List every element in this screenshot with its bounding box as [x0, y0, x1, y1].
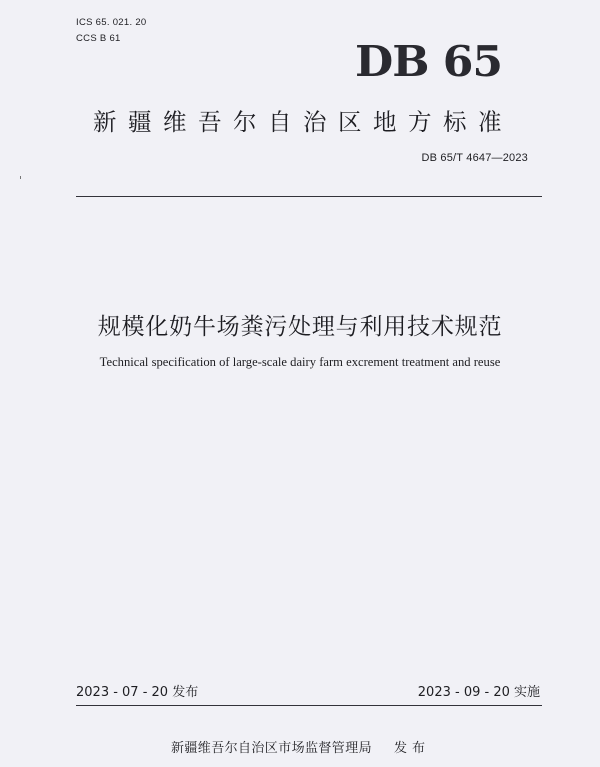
bottom-divider: [76, 705, 542, 706]
issuer-action: 发 布: [394, 741, 426, 756]
scan-mark: [20, 176, 21, 179]
standard-number: DB 65/T 4647—2023: [421, 152, 528, 164]
ccs-code: CCS B 61: [76, 33, 121, 44]
issuer-name: 新疆维吾尔自治区市场监督管理局: [171, 741, 373, 756]
title-english: Technical specification of large-scale dairy farm excrement treatment and reuse: [99, 355, 501, 369]
ics-code: ICS 65. 021. 20: [76, 17, 147, 28]
standard-type: 新疆维吾尔自治区地方标准: [93, 108, 513, 136]
top-divider: [76, 196, 542, 197]
implement-date: 2023 - 09 - 20 实施: [417, 685, 540, 700]
publish-date: 2023 - 07 - 20 发布: [76, 685, 199, 700]
db-logo: DB 65: [355, 37, 502, 86]
title-chinese: 规模化奶牛场粪污处理与利用技术规范: [97, 314, 503, 340]
issuer-line: [171, 737, 425, 756]
